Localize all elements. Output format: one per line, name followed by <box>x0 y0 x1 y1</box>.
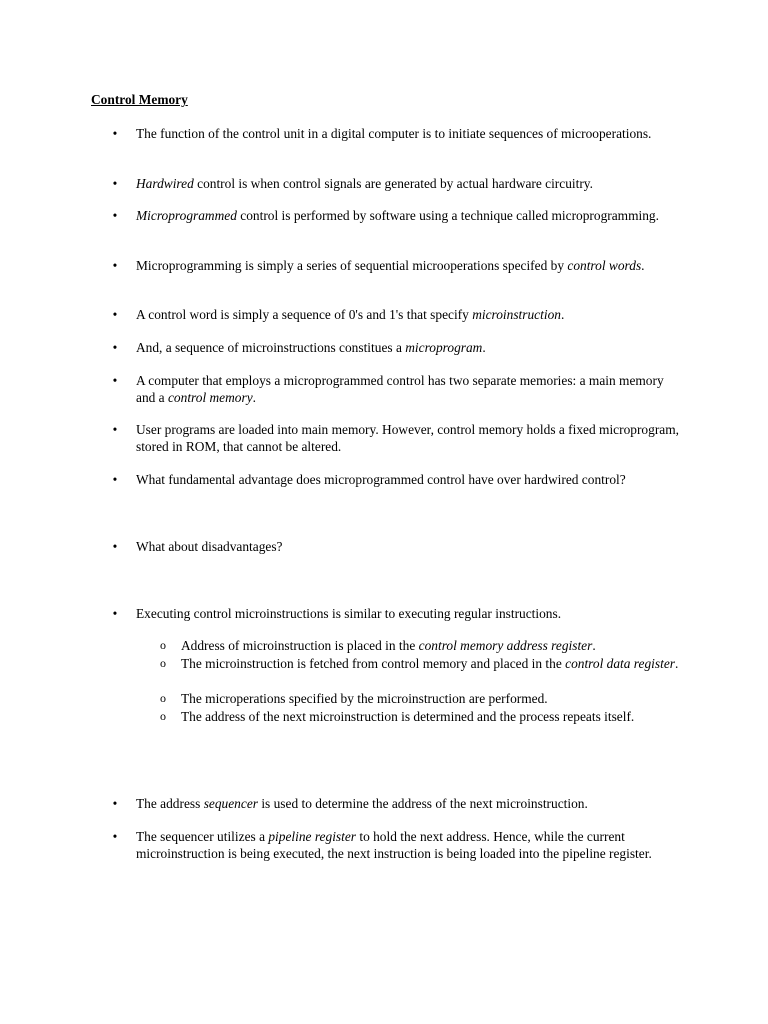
sub-bullet: o <box>160 638 166 652</box>
item-text: The microinstruction is fetched from control memory and placed in the <box>181 656 566 671</box>
item-text: The microperations specified by the microinstruction are performed. <box>181 691 548 706</box>
sub-bullet: o <box>160 656 166 670</box>
sub-bullet: o <box>160 709 166 723</box>
item-emphasis: control data register <box>565 656 675 671</box>
item-emphasis: sequencer <box>203 796 258 811</box>
bullet-item-8 <box>112 421 681 455</box>
bullet-dot: • <box>112 373 118 388</box>
document-title: Control Memory <box>91 92 188 107</box>
sub-bullet: o <box>160 691 166 705</box>
item-emphasis: control words <box>567 258 642 273</box>
item-text-end: . <box>592 638 596 653</box>
item-text: The address <box>136 796 204 811</box>
bullet-dot: • <box>112 176 118 191</box>
bullet-dot: • <box>112 422 118 437</box>
item-text: The function of the control unit in a digital computer is to initiate sequences of microoperations. <box>136 126 652 141</box>
bullet-dot: • <box>112 208 118 223</box>
bullet-dot: • <box>112 539 118 554</box>
item-text: What about disadvantages? <box>136 539 283 554</box>
sub-item-3 <box>160 690 681 707</box>
item-text-end: . <box>252 390 257 405</box>
bullet-dot: • <box>112 307 118 322</box>
item-emphasis: microprogram <box>405 340 483 355</box>
bullet-item-7 <box>112 372 681 406</box>
item-text: control is performed by software using a technique called microprogramming. <box>236 208 659 223</box>
item-text: And, a sequence of microinstructions constitues a <box>136 340 406 355</box>
bullet-item-9 <box>112 471 681 488</box>
bullet-dot: • <box>112 796 118 811</box>
bullet-item-1 <box>112 125 681 142</box>
item-text: Executing control microinstructions is similar to executing regular instructions. <box>136 606 562 621</box>
item-emphasis: Hardwired <box>136 176 194 191</box>
item-emphasis: control memory address register <box>418 638 593 653</box>
item-text-end: . <box>641 258 645 273</box>
bullet-dot: • <box>112 829 118 844</box>
bullet-dot: • <box>112 340 118 355</box>
sub-item-1 <box>160 637 681 654</box>
item-text-end: . <box>560 307 565 322</box>
bullet-item-6 <box>112 339 681 356</box>
bullet-item-4 <box>112 257 681 274</box>
item-text: User programs are loaded into main memory. However, control memory holds a fixed microprogram, stored in ROM, that cannot be altered. <box>136 422 679 454</box>
bullet-item-2 <box>112 175 681 192</box>
bullet-item-11 <box>112 605 681 622</box>
item-text: The address of the next microinstruction is determined and the process repeats itself. <box>181 709 635 724</box>
bullet-dot: • <box>112 472 118 487</box>
item-text-end: to hold the next address. Hence, while the current microinstruction is being executed, the next instruction is being loaded into the pipeline register. <box>136 829 652 861</box>
item-emphasis: control memory <box>167 390 253 405</box>
bullet-dot: • <box>112 126 118 141</box>
bullet-item-5 <box>112 306 681 323</box>
item-text-end: . <box>482 340 486 355</box>
item-emphasis: pipeline register <box>268 829 356 844</box>
item-text: The sequencer utilizes a <box>136 829 269 844</box>
item-text-end: is used to determine the address of the next microinstruction. <box>257 796 588 811</box>
sub-item-2 <box>160 655 681 672</box>
sub-item-4 <box>160 708 681 725</box>
bullet-dot: • <box>112 258 118 273</box>
item-text: What fundamental advantage does microprogrammed control have over hardwired control? <box>136 472 626 487</box>
item-emphasis: Microprogrammed <box>136 208 237 223</box>
item-text: Address of microinstruction is placed in the <box>181 638 419 653</box>
item-text: A control word is simply a sequence of 0's and 1's that specify <box>136 307 473 322</box>
item-text: control is when control signals are generated by actual hardware circuitry. <box>193 176 593 191</box>
item-text: A computer that employs a microprogrammed control has two separate memories: a main memory and a <box>136 373 664 405</box>
item-emphasis: microinstruction <box>472 307 561 322</box>
bullet-item-10 <box>112 538 681 555</box>
bullet-dot: • <box>112 606 118 621</box>
item-text: Microprogramming is simply a series of sequential microoperations specifed by <box>136 258 568 273</box>
bullet-item-12 <box>112 795 681 812</box>
bullet-item-3 <box>112 207 681 224</box>
bullet-item-13 <box>112 828 681 862</box>
item-text-end: . <box>674 656 679 671</box>
